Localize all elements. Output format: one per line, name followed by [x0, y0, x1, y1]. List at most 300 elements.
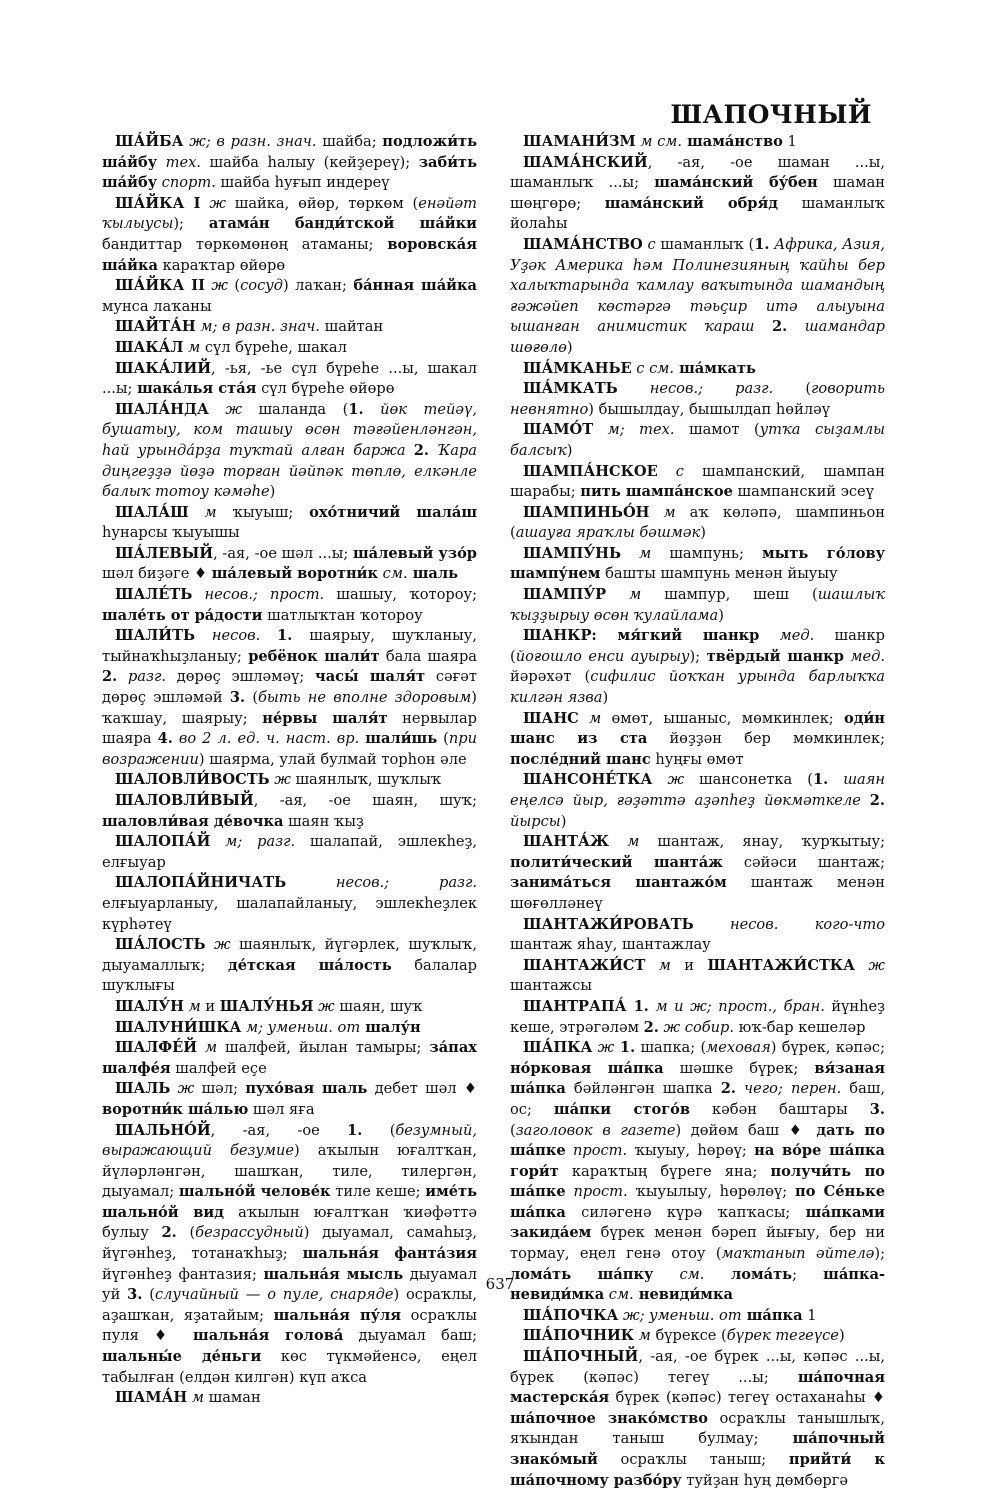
definition-text: , -ая, -ое шәл ...ы;: [213, 544, 353, 562]
dictionary-entry: [102, 503, 477, 544]
grammar-label: ж: [170, 1080, 195, 1098]
dictionary-entry: [102, 1018, 477, 1039]
definition-text: аҡ көләпә, шампиньон (: [510, 503, 885, 542]
headword: ШАНТАЖИ́РОВАТЬ: [523, 915, 694, 933]
definition-text: ): [560, 812, 567, 830]
definition-text: и: [200, 997, 220, 1015]
dictionary-entry: [102, 997, 477, 1018]
phrase: 2.: [869, 792, 885, 809]
headword: ШАЛУНИ́ШКА: [115, 1018, 242, 1036]
definition-text: сәғәт дөрөҫ эшләмәй: [102, 668, 477, 707]
dictionary-entry: [510, 153, 885, 235]
headword: ШАЛОВЛИ́ВОСТЬ: [115, 771, 270, 789]
phrase: 1.: [754, 235, 770, 253]
grammar-label: шаян еңелсә йыр, ғәҙәттә аҙәпһеҙ йөкмәткеле: [510, 771, 885, 809]
phrase: 3.: [869, 1100, 885, 1118]
definition-text: шампунь;: [651, 544, 762, 562]
definition-text: ): [566, 338, 573, 356]
grammar-label: несов.: [195, 627, 261, 645]
dictionary-entry: [102, 1079, 477, 1120]
definition-text: ;: [792, 1265, 824, 1283]
grammar-label: ж: [269, 771, 291, 789]
grammar-label: быть не вполне здоровым: [258, 689, 472, 707]
dictionary-entry: [102, 544, 477, 585]
grammar-label: несов.; прост.: [192, 586, 325, 604]
grammar-label: ж: [204, 277, 228, 295]
headword: ША́ПКА: [523, 1039, 593, 1057]
definition-text: шайтан: [320, 318, 384, 336]
grammar-label: м: [634, 1327, 651, 1345]
grammar-label: безрассудный: [195, 1224, 304, 1242]
grammar-label: несов.; разг.: [286, 874, 477, 892]
definition-text: шайба;: [316, 133, 383, 150]
definition-text: кәбән баштары: [690, 1100, 870, 1118]
headword: ША́ЙБА: [115, 133, 184, 150]
definition-text: шалфей, йылан тамыры;: [217, 1039, 430, 1057]
grammar-label: ж; в разн. знач.: [183, 133, 317, 150]
phrase: 2.: [771, 318, 788, 336]
definition-text: ) бышылдау, бышылдап һөйләү: [588, 400, 830, 418]
grammar-label: м: [645, 956, 671, 974]
definition-text: шаман шөңгөрө;: [510, 174, 886, 212]
headword: ШАМА́НСТВО: [523, 235, 643, 253]
dictionary-entry: [102, 832, 477, 873]
definition-text: шашыу, ҡотороу;: [324, 586, 477, 604]
dictionary-entry: [510, 132, 885, 153]
grammar-label: Африка, Азия, Уҙәк Америка һәм Полинезияның ҡайһы бер халыҡтарында ҡамлау ваҡытында шамандың ғәжәйеп көстәргә тәьҫир итә алыуына ышанған анимистик ҡараш: [510, 235, 885, 336]
grammar-label: заголовок в газете: [515, 1121, 676, 1139]
phrase: лома́ть ша́пку: [510, 1265, 654, 1283]
grammar-label: шашлыҡ ҡыҙҙырыу өсөн ҡулайлама: [510, 586, 885, 624]
grammar-label: м: [187, 1389, 204, 1407]
phrase: пухо́вая шаль: [245, 1080, 368, 1098]
definition-text: ) бүрек, кәпәс;: [770, 1039, 885, 1057]
definition-text: шампур, шеш (: [641, 586, 818, 604]
definition-text: йүгәнһеҙ фантазия;: [102, 1265, 264, 1283]
dictionary-entry: [510, 956, 885, 997]
definition-text: , -ая, -ое: [210, 1121, 348, 1139]
grammar-label: несов. кого-что: [693, 915, 885, 933]
definition-text: баш, ос;: [510, 1080, 886, 1118]
phrase: шальна́я пу́ля: [273, 1306, 402, 1324]
phrase: 2.: [161, 1224, 177, 1242]
definition-text: сәйәси шантаж;: [722, 853, 886, 871]
grammar-label: м: [621, 544, 652, 562]
definition-text: бандиттар төркөмөнөң атаманы;: [102, 235, 388, 253]
definition-text: ): [602, 689, 609, 707]
dictionary-entry: [510, 915, 885, 956]
phrase: шальны́е де́ньги: [102, 1348, 262, 1366]
phrase: 1.: [277, 627, 293, 645]
headword: ША́МКАТЬ: [523, 380, 618, 398]
headword: ША́ПОЧКА: [523, 1306, 619, 1324]
headword: ШАЛА́НДА: [115, 400, 209, 418]
phrase: 1.: [626, 997, 649, 1015]
phrase: после́дний шанс: [510, 750, 651, 768]
grammar-label: см.: [604, 1286, 634, 1304]
grammar-label: маҡтанып әйтелә: [721, 1245, 875, 1263]
headword: ШАНС: [523, 709, 579, 727]
dictionary-entry: [510, 997, 885, 1038]
phrase: шака́лья ста́я: [137, 380, 257, 398]
definition-text: сүл бүреһе өйөрө: [256, 380, 395, 398]
definition-text: караҡтар өйөрө: [157, 256, 286, 274]
grammar-label: разг.: [117, 668, 166, 686]
headword: ШАНСОНЕ́ТКА: [523, 771, 653, 789]
phrase: охо́тничий шала́ш: [309, 503, 478, 521]
dictionary-entry: [102, 585, 477, 626]
headword: ШАЛОВЛИ́ВЫЙ: [115, 792, 254, 809]
grammar-label: м; в разн. знач.: [195, 318, 321, 336]
definition-text: шәл яға: [248, 1100, 315, 1118]
grammar-label: несов.; разг.: [617, 380, 774, 398]
grammar-label: м и ж; прост., бран.: [648, 997, 825, 1015]
definition-text: силәгенә күрә ҡапҡасы;: [565, 1203, 806, 1221]
dictionary-entry: [510, 832, 885, 914]
phrase: не́рвы шаля́т: [262, 709, 388, 727]
dictionary-entry: [510, 462, 885, 503]
definition-text: ): [718, 606, 724, 624]
grammar-label: м: [649, 503, 676, 521]
headword: ШАМПИНЬО́Н: [523, 503, 650, 521]
definition-text: шайба һалыу (кейҙереү);: [200, 153, 419, 171]
phrase: мыть го́лову шампу́нем: [510, 544, 885, 583]
definition-text: шансонетка (: [684, 771, 813, 789]
phrase: за́пах шалфе́я: [102, 1039, 477, 1077]
grammar-label: бүрек тегеүсе: [726, 1327, 839, 1345]
phrase: шама́нство: [682, 133, 783, 150]
definition-text: һуңғы өмөт: [650, 750, 744, 768]
definition-text: шаянлыҡ, шуҡлыҡ: [290, 771, 442, 789]
definition-text: осраҡлы пуля ♦: [102, 1306, 477, 1345]
dictionary-entry: [102, 338, 477, 359]
definition-text: аҡылын юғалтҡан ҡиәфәттә булыу: [102, 1203, 477, 1242]
phrase: часы́ шаля́т: [315, 668, 426, 686]
definition-text: (: [510, 1121, 516, 1139]
phrase: име́ть шально́й вид: [102, 1183, 477, 1221]
phrase: ба́нная ша́йка: [353, 277, 478, 295]
dictionary-entry: [102, 400, 477, 503]
phrase: шально́й челове́к: [178, 1183, 331, 1201]
definition-text: шайка, өйөр, төркөм (: [225, 194, 419, 212]
definition-text: );: [173, 215, 209, 233]
grammar-label: при возражении: [102, 730, 477, 768]
dictionary-entry: [102, 1121, 477, 1389]
left-column: [102, 132, 477, 1409]
definition-text: башты шампунь менән йыуыу: [600, 565, 838, 583]
phrase: шаль: [407, 565, 459, 583]
definition-text: (: [176, 1224, 196, 1242]
headword: ШАНКР:: [523, 627, 597, 645]
dictionary-entry: [102, 770, 477, 791]
definition-text: тиле кеше;: [330, 1183, 426, 1201]
headword: ШАНТАЖИ́СТ: [523, 956, 646, 974]
running-head: ШАПОЧНЫЙ: [670, 100, 872, 129]
grammar-label: м: [609, 833, 640, 851]
definition-text: шанкр (: [510, 627, 885, 665]
definition-text: шампанский, шампан шарабы;: [510, 462, 886, 501]
phrase: шама́нский обря́д: [604, 194, 779, 212]
dictionary-entry: [102, 276, 477, 317]
grammar-label: см.: [378, 565, 408, 583]
phrase: шальна́я фанта́зия: [302, 1245, 477, 1263]
grammar-label: сифилис йоҡҡан урында барлыҡҡа килгән язва: [510, 668, 885, 707]
headword: ШАЛИ́ТЬ: [115, 627, 195, 645]
phrase: 2.: [413, 441, 430, 459]
phrase: получи́ть по ша́пке: [510, 1162, 885, 1201]
phrase: 1.: [348, 400, 364, 418]
definition-text: йәрәхәт (: [510, 668, 591, 686]
grammar-label: м: [188, 503, 217, 521]
grammar-label: утҡа сыҙамлы балсыҡ: [510, 421, 885, 459]
definition-text: йүнһеҙ кеше, этрәгәләм: [510, 997, 885, 1036]
definition-text: шампанский эсеү: [732, 483, 874, 501]
grammar-label: м; уменьш. от: [241, 1018, 361, 1036]
headword: ША́ЙКА I: [115, 194, 201, 212]
headword: ШАЛУ́НЬЯ: [219, 997, 314, 1015]
headword: ШАЛЬНО́Й: [115, 1121, 211, 1139]
definition-text: дөрөҫ эшләмәү;: [166, 668, 316, 686]
grammar-label: чего; перен.: [735, 1080, 842, 1098]
definition-text: 1: [782, 133, 797, 150]
definition-text: дыуамал баш;: [343, 1327, 478, 1345]
dictionary-entry: [102, 935, 477, 997]
definition-text: шалапай, эшлекһеҙ, елғыуар: [102, 833, 477, 871]
definition-text: , -ая, -ое бүрек ...ы, кәпәс ...ы, бүрек (кәпәс) тегеү ...ы;: [510, 1348, 885, 1386]
phrase: 2.: [102, 668, 118, 686]
dictionary-entry: [102, 359, 477, 400]
definition-text: ): [700, 524, 706, 542]
definition-text: (: [142, 1286, 155, 1304]
definition-text: ) аҡылын юғалтҡан, йүләрләнгән, шашҡан, тиле, тилергән, дыуамал;: [102, 1142, 477, 1201]
grammar-label: спорт.: [157, 174, 216, 192]
definition-text: юҡ-бар кешеләр: [734, 1018, 866, 1036]
dictionary-entry: [102, 132, 477, 194]
phrase: ша́пка: [741, 1306, 803, 1324]
definition-text: , -ая, -ое шаян, шуҡ;: [253, 792, 477, 809]
headword: ШАНТАЖИ́СТКА: [707, 956, 855, 974]
definition-text: шаманлыҡ йолаһы: [510, 194, 885, 233]
phrase: шальна́я мысль: [263, 1265, 404, 1283]
headword: ШАМА́Н: [115, 1389, 188, 1407]
phrase: ша́пка-невиди́мка: [510, 1265, 886, 1304]
dictionary-entry: [510, 1347, 885, 1491]
definition-text: шамот (: [674, 421, 760, 439]
dictionary-entry: [510, 420, 885, 461]
grammar-label: см.: [653, 1265, 705, 1283]
phrase: шале́ть от ра́дости: [102, 606, 263, 624]
phrase: ша́почная мастерска́я: [510, 1368, 885, 1407]
headword: ШАМО́Т: [523, 421, 594, 439]
headword: ШАКА́ЛИЙ: [115, 359, 212, 377]
definition-text: (: [437, 730, 449, 748]
grammar-label: м: [606, 586, 642, 604]
definition-text: (: [227, 277, 241, 295]
definition-text: балалар шуҡлығы: [102, 956, 477, 995]
phrase: шальна́я голова́: [193, 1327, 344, 1345]
phrase: ша́пками закида́ем: [510, 1203, 885, 1242]
dictionary-entry: [102, 194, 477, 276]
headword: ША́ПОЧНИК: [523, 1327, 635, 1345]
phrase: шали́шь: [365, 730, 438, 748]
phrase: ша́почный знако́мый: [510, 1430, 885, 1468]
phrase: ша́левый узо́р: [352, 544, 478, 562]
definition-text: ) ҡаҡшау, шаярыу;: [102, 689, 477, 727]
phrase: прийти́ к ша́почному разбо́ру: [510, 1451, 885, 1489]
definition-text: ) лаҡан;: [282, 277, 354, 295]
dictionary-entry: [510, 503, 885, 544]
dictionary-entry: [510, 770, 885, 832]
definition-text: һунарсы ҡыуышы: [102, 524, 240, 542]
page-number: 637: [485, 1275, 515, 1293]
grammar-label: во 2 л. ед. ч. наст. вр.: [172, 730, 360, 748]
headword: ШАЛЕ́ТЬ: [115, 586, 193, 604]
definition-text: шалфей еҫе: [170, 1059, 267, 1077]
definition-text: шәл;: [194, 1080, 246, 1098]
definition-text: осраҡлы танышлыҡ, яҡындан таныш булмау;: [510, 1409, 885, 1448]
dictionary-entry: [102, 317, 477, 338]
definition-text: и: [670, 956, 708, 974]
definition-text: ): [269, 483, 276, 501]
grammar-label: ж: [854, 956, 885, 974]
dictionary-entry: [510, 235, 885, 359]
dictionary-entry: [102, 873, 477, 935]
definition-text: шантаж яһау, шантажлау: [510, 936, 711, 954]
dictionary-entry: [102, 1388, 477, 1409]
grammar-label: меховая: [706, 1039, 771, 1057]
grammar-label: прост.: [565, 1142, 628, 1160]
phrase: вя́заная ша́пка: [510, 1059, 885, 1098]
grammar-label: говорить невнятно: [510, 380, 885, 418]
dictionary-entry: [510, 1306, 885, 1327]
headword: ШАЛОПА́ЙНИЧАТЬ: [115, 874, 287, 892]
phrase: ша́почное знако́мство: [510, 1409, 709, 1427]
definition-text: ҡыуыу, һөрөү;: [627, 1142, 755, 1160]
grammar-label: ж: [592, 1039, 615, 1057]
phrase: ша́пки стого́в: [553, 1100, 691, 1118]
definition-text: );: [874, 1245, 886, 1263]
phrase: ша́мкать: [674, 359, 756, 377]
grammar-label: йөк тейәү, бушатыу, ком ташыу өсөн тәғәйенләнгән, һай урында́рҙа туҡтай алған баржа: [102, 400, 477, 459]
definition-text: йөҙҙән бер мөмкинлек;: [647, 730, 885, 748]
dictionary-entry: [102, 1038, 477, 1079]
headword: ША́ПОЧНЫЙ: [523, 1348, 639, 1366]
dictionary-entry: [102, 626, 477, 770]
grammar-label: с: [642, 235, 656, 253]
dictionary-entry: [510, 626, 885, 708]
phrase: де́тская ша́лость: [228, 956, 392, 974]
definition-text: дебет шәл ♦: [367, 1080, 478, 1098]
definition-text: (: [245, 689, 259, 707]
definition-text: шантаж менән шөғөлләнеү: [510, 874, 885, 912]
definition-text: (: [362, 1121, 396, 1139]
definition-text: 1: [802, 1306, 817, 1324]
definition-text: бүрек (кәпәс) тегеү остаханаһы ♦: [609, 1389, 885, 1407]
phrase: лома́ть: [704, 1265, 793, 1283]
phrase: 3.: [229, 689, 246, 707]
phrase: по Се́ньке ша́пка: [510, 1183, 885, 1221]
headword: ШАЙТА́Н: [115, 318, 196, 336]
phrase: ша́левый воротни́к: [211, 565, 379, 583]
grammar-label: ж: [652, 771, 685, 789]
dictionary-entry: [102, 791, 477, 832]
definition-text: ) дөйөм баш ♦: [675, 1121, 817, 1139]
definition-text: , -ая, -ое шаман ...ы, шаманлыҡ ...ы;: [510, 153, 885, 192]
phrase: на во́ре ша́пка гори́т: [510, 1142, 885, 1180]
grammar-label: случайный — о пуле, снаряде: [154, 1286, 394, 1304]
definition-text: ): [566, 441, 573, 459]
phrase: мя́гкий шанкр: [596, 627, 760, 645]
definition-text: бүрексе (: [650, 1327, 727, 1345]
definition-text: , -ья, -ье сүл бүреһе ...ы, шакал ...ы;: [102, 359, 477, 398]
grammar-label: йоғошло енси ауырыу: [515, 647, 690, 665]
definition-text: );: [689, 647, 707, 665]
headword: ШАМПА́НСКОЕ: [523, 462, 658, 480]
phrase: 4.: [157, 730, 173, 748]
grammar-label: м см.: [635, 133, 682, 150]
grammar-label: мед.: [759, 627, 815, 645]
phrase: 1.: [614, 1039, 636, 1057]
dictionary-entry: [510, 709, 885, 771]
phrase: 1.: [347, 1121, 363, 1139]
headword: ША́ЛОСТЬ: [115, 936, 206, 954]
definition-text: өмөт, ышаныс, мөмкинлек;: [601, 709, 845, 727]
grammar-label: м; тех.: [593, 421, 675, 439]
grammar-label: ж: [205, 936, 231, 954]
headword: ШАЛФЕ́Й: [115, 1039, 198, 1057]
phrase: полити́ческий шанта́ж: [510, 853, 723, 871]
phrase: заби́ть ша́йбу: [102, 153, 477, 192]
grammar-label: ж: [208, 400, 242, 418]
grammar-label: енәйәт ҡылыусы: [102, 194, 477, 233]
definition-text: елғыуарланыу, шалапайланыу, эшлекһеҙлек күрһәтеү: [102, 894, 477, 933]
definition-text: шаман: [203, 1389, 261, 1407]
grammar-label: тех.: [157, 153, 201, 171]
phrase: шалу́н: [360, 1018, 421, 1036]
definition-text: шаярыу, шуҡланыу, тыйнаҡһыҙланыу;: [102, 627, 478, 665]
phrase: шама́нский бу́бен: [654, 174, 818, 192]
definition-text: мунса лаҡаны: [102, 297, 212, 315]
grammar-label: ж; уменьш. от: [618, 1306, 742, 1324]
phrase: невиди́мка: [633, 1286, 733, 1304]
definition-text: шапка; (: [635, 1039, 707, 1057]
definition-text: сүл бүреһе, шакал: [200, 338, 347, 356]
phrase: дать по ша́пке: [510, 1121, 885, 1160]
grammar-label: шамандар шөғөлө: [510, 318, 885, 356]
grammar-label: сосуд: [240, 277, 283, 295]
headword: ШАЛОПА́Й: [115, 833, 211, 851]
dictionary-entry: [510, 585, 885, 626]
definition-text: [260, 627, 277, 644]
headword: ША́МКАНЬЕ: [523, 359, 632, 377]
definition-text: шаян ҡыҙ: [283, 812, 364, 830]
headword: ШАКА́Л: [115, 338, 184, 356]
grammar-label: мед.: [843, 647, 886, 665]
grammar-label: с см.: [631, 359, 675, 377]
phrase: воротни́к ша́лью: [102, 1100, 249, 1118]
definition-text: ) дыуамал, самаһыҙ, йүгәнһеҙ, тотанаҡһыҙ;: [102, 1224, 478, 1263]
definition-text: шатлыҡтан ҡотороу: [262, 606, 423, 624]
definition-text: ) шаярма, улай булмай торһон әле: [198, 750, 467, 768]
definition-text: бала шаяра: [379, 647, 478, 665]
definition-text: бәйләнгән шапка: [565, 1080, 721, 1098]
definition-text: дыуамал уй: [102, 1265, 477, 1304]
definition-text: шайба һуғып индереү: [215, 174, 390, 192]
definition-text: шаланда (: [241, 400, 349, 418]
phrase: шаловли́вая де́вочка: [102, 812, 284, 830]
grammar-label: йырсы: [510, 812, 561, 830]
phrase: но́рковая ша́пка: [510, 1059, 664, 1077]
